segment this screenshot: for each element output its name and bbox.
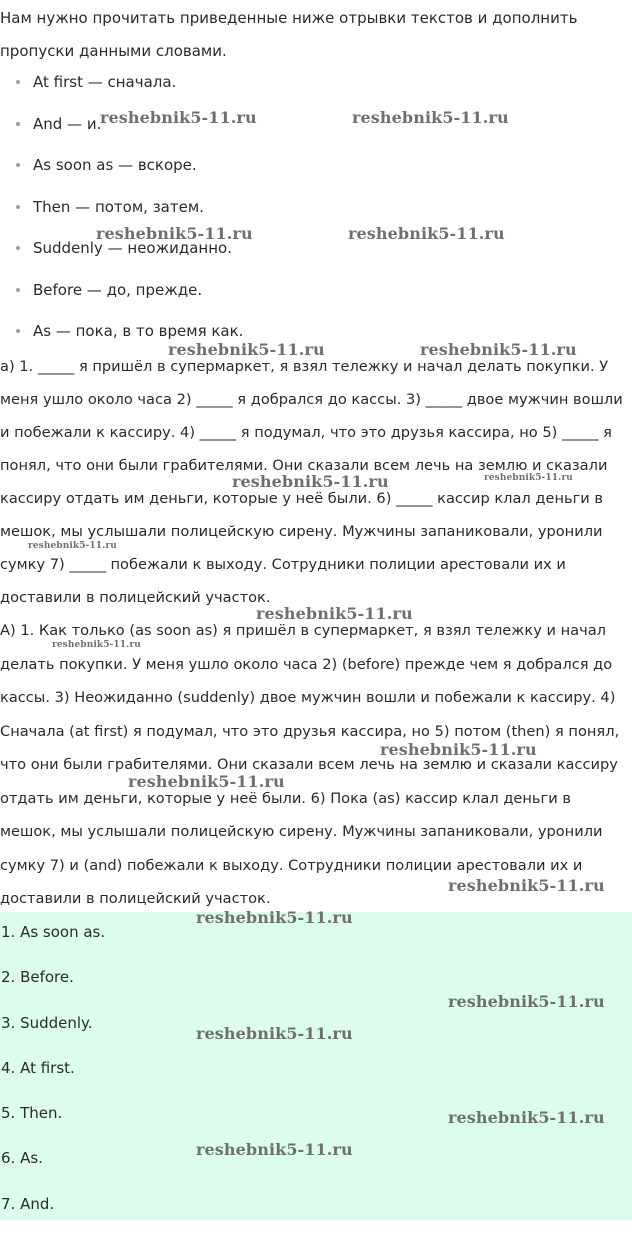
watermark: reshebnik5-11.ru (52, 640, 141, 650)
watermark: reshebnik5-11.ru (196, 1140, 353, 1159)
translation-text: А) 1. Как только (as soon as) я пришёл в супермаркет, я взял тележку и начал делать покупки. У меня ушло около часа 2) (before) прежде чем я добрался до кассы. 3) Неожиданно (suddenly) двое мужчин вошли и побежали к кассиру. 4) Сначала (at first) я подумал, что это друзья кассира, но 5) потом (then) я понял, что они были грабителями. Они сказали всем лечь на землю и сказали кассиру отдать им деньги, которые у неё были. 6) Пока (as) кассир клал деньги в мешок, мы услышали полицейскую сирену. Мужчины запаниковали, уронили сумку 7) и (and) побежали к выходу. Сотрудники полиции арестовали их и доставили в полицейский участок. (0, 622, 620, 907)
task-text: a) 1. _____ я пришёл в супермаркет, я взял тележку и начал делать покупки. У меня ушло около часа 2) _____ я добрался до кассы. 3) _____ двое мужчин вошли и побежали к кассиру. 4) _____ я подумал, что это друзья кассира, но 5) _____ я понял, что они были грабителями. Они сказали всем лечь на землю и сказали кассиру отдать им деньги, которые у неё были. 6) _____ кассир клал деньги в мешок, мы услышали полицейскую сирену. Мужчины запаниковали, уронили сумку 7) _____ побежали к выходу. Сотрудники полиции арестовали их и доставили в полицейский участок. (0, 358, 623, 606)
vocabulary-item-text: And — и. (33, 114, 102, 133)
bullet-icon (16, 288, 20, 292)
vocabulary-item (0, 272, 625, 314)
vocabulary-item (0, 147, 625, 189)
watermark: reshebnik5-11.ru (100, 108, 257, 127)
watermark: reshebnik5-11.ru (128, 772, 285, 791)
bullet-icon (16, 329, 20, 333)
watermark: reshebnik5-11.ru (96, 224, 253, 243)
bullet-icon (16, 80, 20, 84)
answers-block (0, 912, 632, 1220)
vocabulary-item-text: As — пока, в то время как. (33, 322, 244, 340)
watermark: reshebnik5-11.ru (448, 992, 605, 1011)
bullet-icon (16, 205, 20, 209)
vocabulary-item (0, 64, 625, 106)
watermark: reshebnik5-11.ru (232, 472, 389, 491)
watermark: reshebnik5-11.ru (420, 340, 577, 359)
answer-item: 1. As soon as. (1, 923, 106, 941)
watermark: reshebnik5-11.ru (168, 340, 325, 359)
answer-item: 6. As. (1, 1149, 43, 1168)
vocabulary-item-text: At first — сначала. (33, 73, 177, 91)
vocabulary-item (0, 189, 625, 231)
watermark: reshebnik5-11.ru (196, 1024, 353, 1043)
watermark: reshebnik5-11.ru (196, 908, 353, 927)
answer-item: 2. Before. (1, 968, 74, 987)
watermark: reshebnik5-11.ru (348, 224, 505, 243)
watermark: reshebnik5-11.ru (484, 473, 573, 483)
vocabulary-item-text: Before — до, прежде. (33, 280, 203, 299)
vocabulary-list (0, 64, 625, 355)
watermark: reshebnik5-11.ru (256, 604, 413, 623)
watermark: reshebnik5-11.ru (380, 740, 537, 759)
answer-item: 7. And. (1, 1194, 55, 1213)
answer-item: 4. At first. (1, 1058, 75, 1077)
answer-item: 3. Suddenly. (1, 1013, 93, 1032)
bullet-icon (16, 122, 20, 126)
watermark: reshebnik5-11.ru (448, 1108, 605, 1127)
answers-list (0, 912, 632, 1229)
vocabulary-item-text: Then — потом, затем. (33, 197, 204, 216)
vocabulary-item-text: Suddenly — неожиданно. (33, 239, 232, 257)
vocabulary-item (0, 313, 625, 355)
watermark: reshebnik5-11.ru (28, 541, 117, 551)
watermark: reshebnik5-11.ru (448, 876, 605, 895)
watermark: reshebnik5-11.ru (352, 108, 509, 127)
bullet-icon (16, 163, 20, 167)
vocabulary-item (0, 106, 625, 148)
answer-item: 5. Then. (1, 1104, 63, 1123)
bullet-icon (16, 246, 20, 250)
intro-text: Нам нужно прочитать приведенные ниже отрывки текстов и дополнить пропуски данными словами. (0, 9, 578, 60)
vocabulary-item-text: As soon as — вскоре. (33, 156, 197, 174)
vocabulary-item (0, 230, 625, 272)
